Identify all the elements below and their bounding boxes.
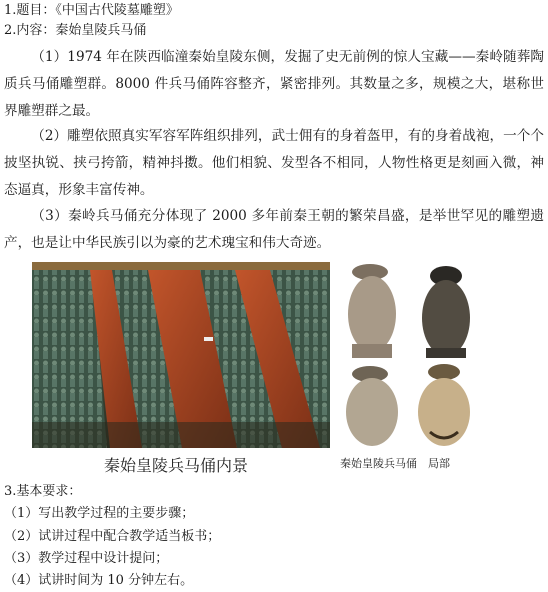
right-photo-caption: 秦始皇陵兵马俑 局部 — [340, 457, 450, 470]
terracotta-pit-photo — [32, 262, 330, 448]
photo-panel — [32, 262, 482, 475]
requirement-item: （1）写出教学过程的主要步骤； — [4, 506, 195, 521]
requirements-label: 3.基本要求： — [4, 484, 82, 499]
topic-title: 1.题目：《中国古代陵墓雕塑》 — [4, 3, 179, 18]
paragraph-2: （2）雕塑依照真实军容军阵组织排列，武士佣有的身着盔甲，有的身着战袍，一个个披坚执锐、挟弓挎箭，精神抖擞。他们相貌、发型各不相同，人物性格更是刻画入微，神态逼真，形象丰富传神。 — [4, 128, 544, 198]
content-label: 2.内容：秦始皇陵兵马俑 — [4, 23, 147, 38]
requirement-item: （3）教学过程中设计提问； — [4, 551, 169, 566]
requirement-item: （4）试讲时间为 10 分钟左右。 — [4, 573, 194, 588]
left-photo-caption: 秦始皇陵兵马俑内景 — [104, 456, 249, 475]
requirement-item: （2）试讲过程中配合教学适当板书； — [4, 529, 221, 544]
paragraph-3: （3）秦岭兵马俑充分体现了 2000 多年前秦王朝的繁荣昌盛，是举世罕见的雕塑遗产，也是让中华民族引以为豪的艺术瑰宝和伟大奇迹。 — [4, 208, 544, 251]
terracotta-heads-photo — [334, 262, 482, 448]
paragraph-1: （1）1974 年在陕西临潼秦始皇陵东侧，发掘了史无前例的惊人宝藏——秦岭随葬陶质兵马俑雕塑群。8000 件兵马俑阵容整齐，紧密排列。其数量之多，规模之大，堪称世界雕塑群之最。 — [4, 49, 544, 119]
